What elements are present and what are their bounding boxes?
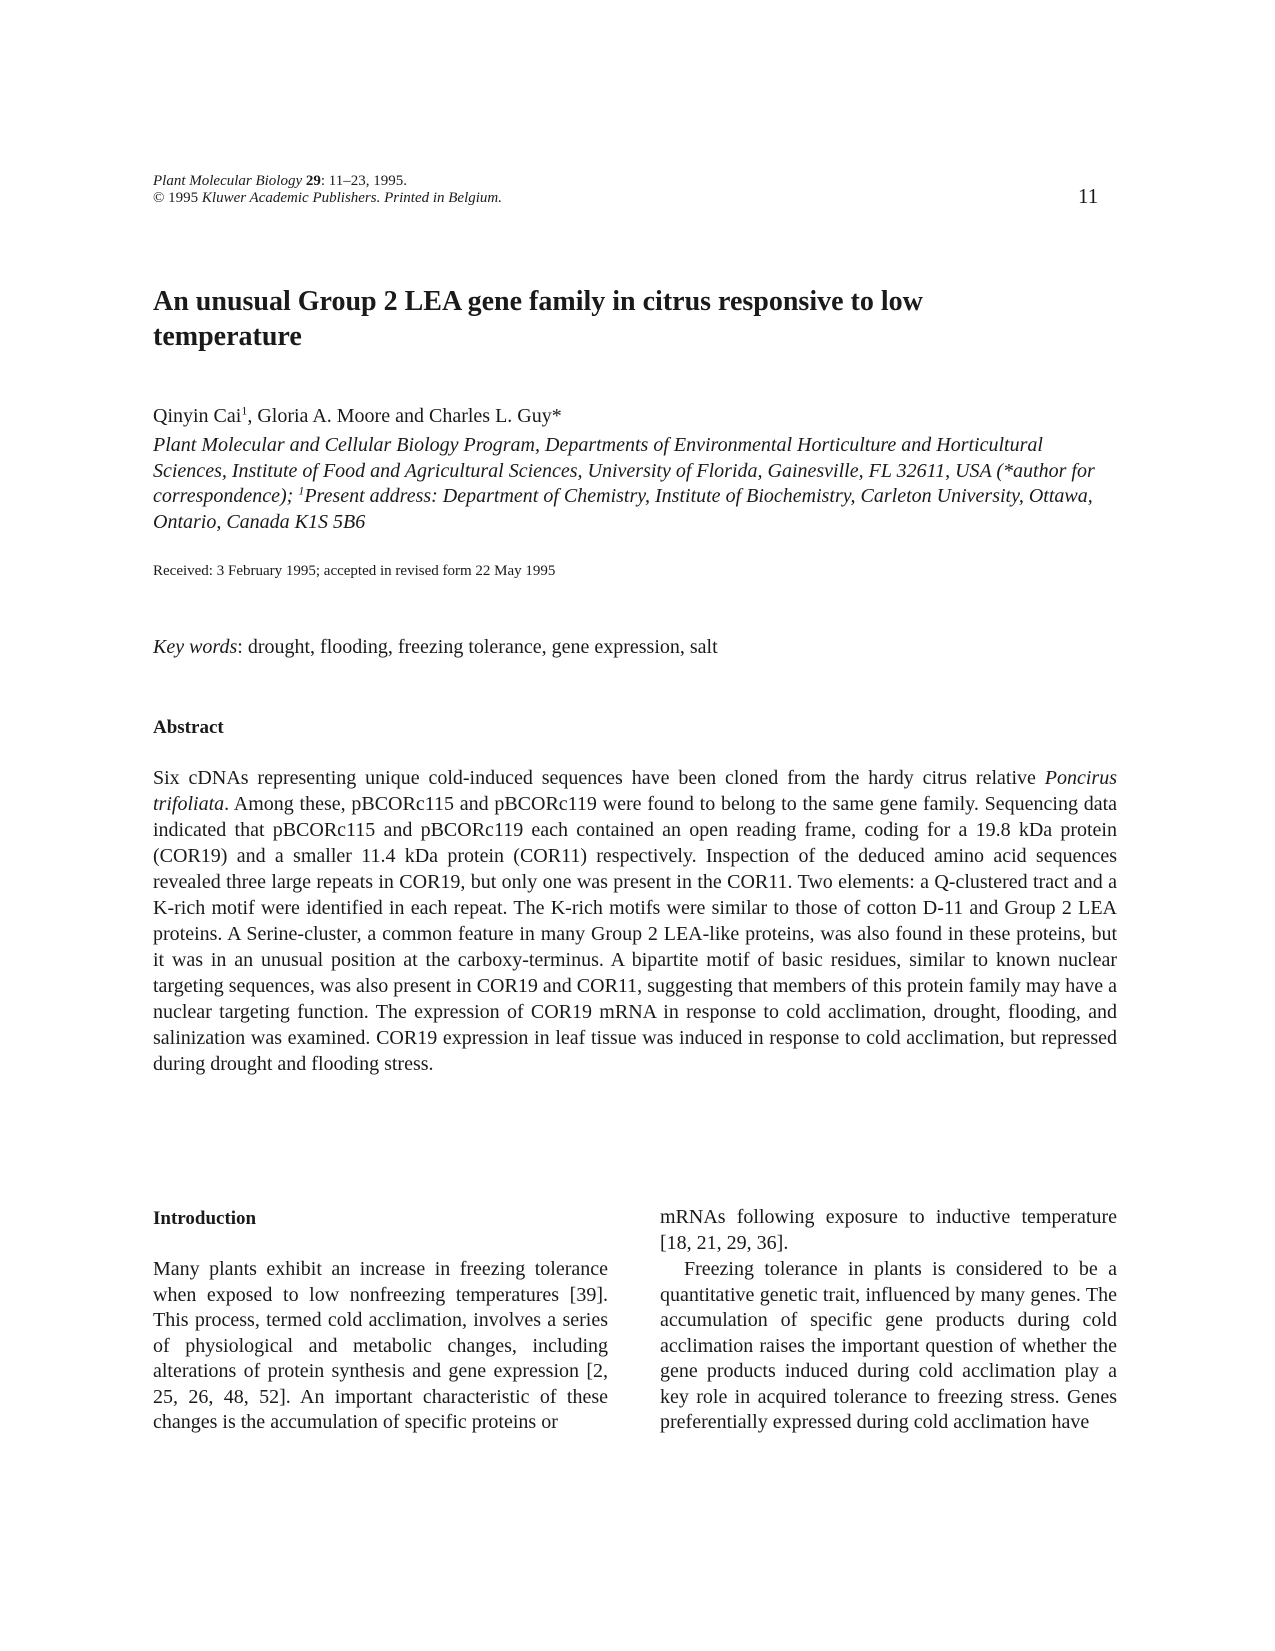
keywords-text: : drought, flooding, freezing tolerance, gene expression, salt bbox=[237, 636, 718, 658]
journal-name: Plant Molecular Biology bbox=[153, 173, 303, 189]
affiliation bbox=[153, 433, 1113, 536]
introduction-right-paragraph-1: mRNAs following exposure to inductive temperature [18, 21, 29, 36]. bbox=[660, 1206, 1117, 1254]
abstract-heading: Abstract bbox=[153, 717, 224, 738]
received-dates: Received: 3 February 1995; accepted in revised form 22 May 1995 bbox=[153, 563, 556, 579]
copyright-symbol: © 1995 bbox=[153, 190, 199, 206]
abstract-text-start: Six cDNAs representing unique cold-induced sequences have been cloned from the hardy citrus relative bbox=[153, 767, 1045, 789]
introduction-heading: Introduction bbox=[153, 1208, 257, 1229]
affiliation-present-address: Present address: Department of Chemistry, Institute of Biochemistry, Carleton University, Ottawa, Ontario, Canada K1S 5B6 bbox=[153, 485, 1093, 534]
abstract-text bbox=[153, 765, 1117, 1077]
species-name: Poncirus trifoliata bbox=[153, 767, 1117, 815]
author-names-rest: , Gloria A. Moore and Charles L. Guy* bbox=[247, 405, 562, 427]
publisher-line: Kluwer Academic Publishers. Printed in Belgium. bbox=[201, 190, 503, 206]
paper-title: An unusual Group 2 LEA gene family in citrus responsive to low temperature bbox=[153, 286, 923, 352]
author-name: Qinyin Cai bbox=[153, 405, 242, 427]
journal-header bbox=[153, 173, 502, 207]
author-list bbox=[153, 405, 562, 428]
copyright-line bbox=[153, 190, 502, 207]
introduction-right-paragraph-2: Freezing tolerance in plants is considered to be a quantitative genetic trait, influenced by many genes. The accumulation of specific gene products during cold acclimation raises the important question of whether the gene products induced during cold acclimation play a key role in acquired tolerance to freezing stress. Genes preferentially expressed during cold acclimation have bbox=[660, 1258, 1117, 1433]
abstract-text-rest: . Among these, pBCORc115 and pBCORc119 were found to belong to the same gene family. Sequencing data indicated that pBCORc115 and pBCORc119 each contained an open reading frame, coding for a 19.8 kDa protein (COR19) and a smaller 11.4 kDa protein (COR11) respectively. Inspection of the deduced amino acid sequences revealed three large repeats in COR19, but only one was present in the COR11. Two elements: a Q-clustered tract and a K-rich motif were identified in each repeat. The K-rich motifs were similar to those of cotton D-11 and Group 2 LEA proteins. A Serine-cluster, a common feature in many Group 2 LEA-like proteins, was also found in these proteins, but it was in an unusual position at the carboxy-terminus. A bipartite motif of basic residues, similar to known nuclear targeting sequences, was also present in COR19 and COR11, suggesting that members of this protein family may have a nuclear targeting function. The expression of COR19 mRNA in response to cold acclimation, drought, flooding, and salinization was examined. COR19 expression in leaf tissue was induced in response to cold acclimation, but repressed during drought and flooding stress. bbox=[153, 793, 1117, 1075]
keywords-label: Key words bbox=[153, 636, 238, 658]
journal-citation bbox=[153, 173, 502, 190]
page-number: 11 bbox=[1078, 184, 1099, 208]
journal-volume: 29 bbox=[305, 173, 321, 189]
author-superscript: 1 bbox=[241, 403, 248, 418]
affiliation-superscript: 1 bbox=[298, 483, 305, 498]
introduction-left-paragraph: Many plants exhibit an increase in freezing tolerance when exposed to low nonfreezing temperatures [39]. This process, termed cold acclimation, involves a series of physiological and metabolic changes, including alterations of protein synthesis and gene expression [2, 25, 26, 48, 52]. An important characteristic of these changes is the accumulation of specific proteins or bbox=[153, 1258, 608, 1433]
keywords bbox=[153, 636, 718, 659]
journal-pages-year: : 11–23, 1995. bbox=[320, 173, 408, 189]
affiliation-primary: Plant Molecular and Cellular Biology Program, Departments of Environmental Horticulture and Horticultural Sciences, Institute of Food and Agricultural Sciences, University of Florida, Gainesville, FL 32611, USA (*author for correspondence); bbox=[153, 434, 1095, 508]
